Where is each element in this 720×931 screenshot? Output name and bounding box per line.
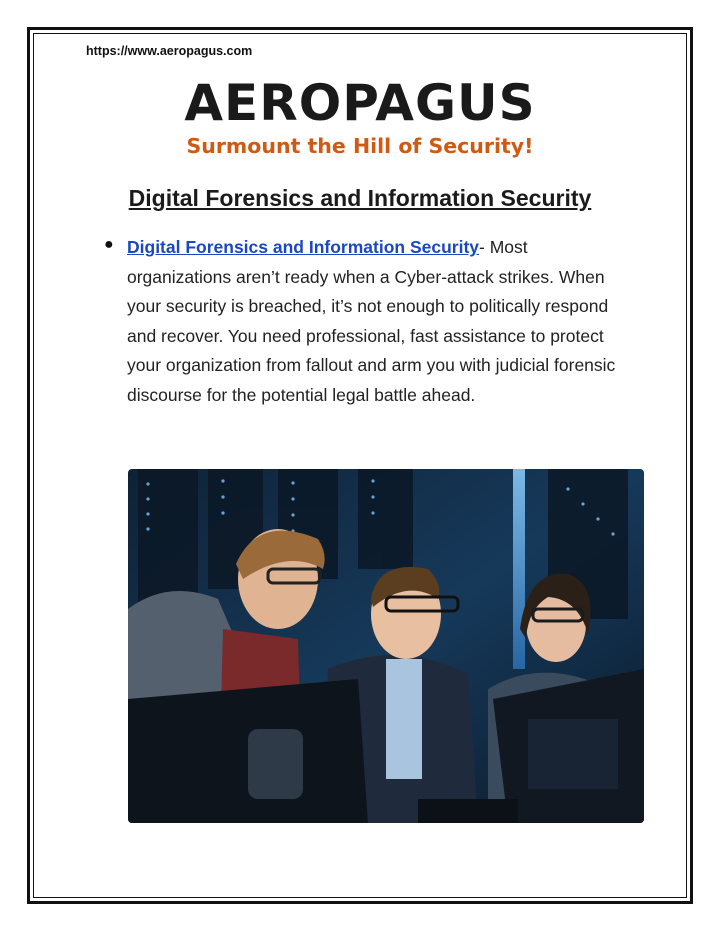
- bullet-icon: ●: [104, 236, 114, 253]
- team-photo: [128, 469, 644, 823]
- logo-wordmark: AEROPAGUS: [184, 74, 536, 132]
- bullet-paragraph: [127, 233, 627, 410]
- page-heading: Digital Forensics and Information Security: [128, 185, 592, 211]
- bullet-body: - Most organizations aren’t ready when a Cyber-attack strikes. When your security is breached, it’s not enough to politically respond and recover. You need professional, fast assistance to protect your organization from fallout and arm you with judicial forensic discourse for the potential legal battle ahead.: [127, 237, 616, 405]
- site-url[interactable]: https://www.aeropagus.com: [86, 44, 253, 58]
- logo-tagline: Surmount the Hill of Security!: [186, 134, 534, 158]
- forensics-link[interactable]: Digital Forensics and Information Security: [127, 237, 480, 257]
